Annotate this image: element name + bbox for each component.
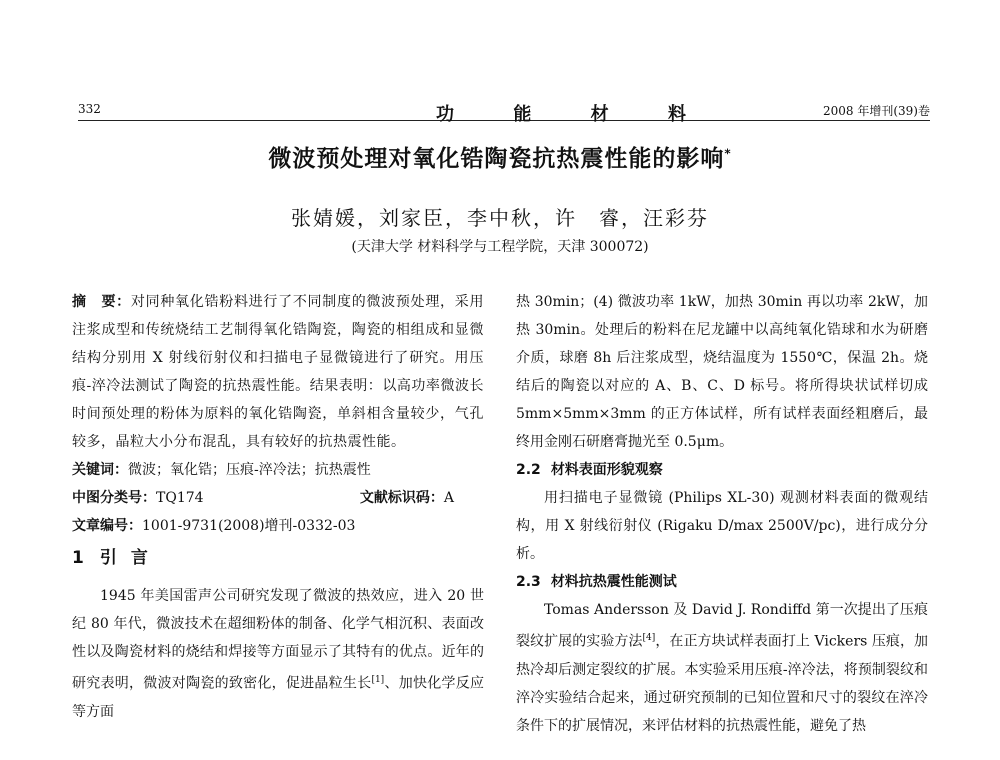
page-number: 332 [78,102,101,116]
article-id-value: 1001-9731(2008)增刊-0332-03 [142,518,356,534]
subsection-title: 材料表面形貌观察 [550,462,663,478]
doc-code-value: A [443,490,454,506]
subsection-number: 2.2 [516,462,541,478]
intro-paragraph [72,582,484,726]
intro-text-tail: 、加快化学反应等方面 [72,675,484,720]
journal-char: 功 [436,104,454,125]
journal-char: 料 [667,104,686,125]
classification-line [72,484,484,512]
article-id-label: 文章编号： [72,518,142,534]
paper-title-text: 微波预处理对氧化锆陶瓷抗热震性能的影响 [268,146,725,172]
affiliation: (天津大学 材料科学与工程学院，天津 300072) [351,239,649,255]
classification-label: 中图分类号： [72,490,156,506]
subsection-heading [516,456,928,484]
abstract-label: 摘 要： [72,294,131,310]
keywords-label: 关键词： [72,462,128,478]
continued-paragraph: 热 30min；(4) 微波功率 1kW，加热 30min 再以功率 2kW，加热 30min。处理后的粉料在尼龙罐中以高纯氧化锆球和水为研磨介质，球磨 8h 后注浆成型，烧结温度为 1550℃，保温 2h。烧结后的陶瓷以对应的 A、B、C、D 标号。将所得块状试样切成 5mm×5mm×3mm 的正方体试样，所有试样表面经粗磨后，最终用金刚石研磨膏抛光至 0.5μm。 [516,294,928,450]
journal-char: 能 [513,104,532,125]
left-column [72,288,484,726]
subsection-number: 2.3 [516,574,541,590]
abstract [72,288,484,456]
right-column [516,288,928,740]
keywords [72,456,484,484]
journal-name [436,100,686,126]
issue-info: 2008 年增刊(39)卷 [823,104,930,118]
paragraph-text-tail: ，在正方块试样表面打上 Vickers 压痕，加热冷却后测定裂纹的扩展。本实验采用压痕-淬冷法，将预制裂纹和淬冷实验结合起来，通过研究预制的已知位置和尺寸的裂纹在淬冷条件下的扩展情况，来评估材料的抗热震性能，避免了热 [516,633,928,734]
section-number: 1 [72,548,84,568]
keywords-text: 微波；氧化锆；压痕-淬冷法；抗热震性 [128,462,371,478]
section-heading [72,544,484,572]
subsection-heading [516,568,928,596]
running-header [78,100,930,125]
abstract-text: 对同种氧化锆粉料进行了不同制度的微波预处理，采用注浆成型和传统烧结工艺制得氧化锆陶瓷，陶瓷的相组成和显微结构分别用 X 射线衍射仪和扫描电子显微镜进行了研究。用压痕-淬冷法测试了陶瓷的抗热震性能。结果表明：以高功率微波长时间预处理的粉体为原料的氧化锆陶瓷，单斜相含量较少，气孔较多，晶粒大小分布混乱，具有较好的抗热震性能。 [72,294,485,450]
title-footnote-mark: * [724,146,732,161]
doc-code-label: 文献标识码： [359,490,444,506]
subsection-title: 材料抗热震性能测试 [550,574,677,590]
citation: [1] [371,675,385,685]
intro-text: 1945 年美国雷声公司研究发现了微波的热效应，进入 20 世纪 80 年代，微波技术在超细粉体的制备、化学气相沉积、表面改性以及陶瓷材料的烧结和焊接等方面显示了其特有的优点。近年的研究表明，微波对陶瓷的致密化，促进晶粒生长 [72,588,484,692]
paper-title [0,140,1000,173]
authors: 张婧媛，刘家臣，李中秋，许 睿，汪彩芬 [291,206,709,230]
section-title: 引言 [99,548,162,568]
paragraph-text: Tomas Andersson 及 David J. Rondiffd 第一次提出了压痕裂纹扩展的实验方法 [516,602,928,650]
classification-value: TQ174 [156,490,204,506]
citation: [4] [642,633,656,643]
subsection-paragraph [516,596,928,740]
journal-char: 材 [590,104,609,125]
subsection-paragraph: 用扫描电子显微镜 (Philips XL-30) 观测材料表面的微观结构，用 X 射线衍射仪 (Rigaku D/max 2500V/pc)，进行成分分析。 [516,490,928,562]
article-id-line [72,512,484,540]
